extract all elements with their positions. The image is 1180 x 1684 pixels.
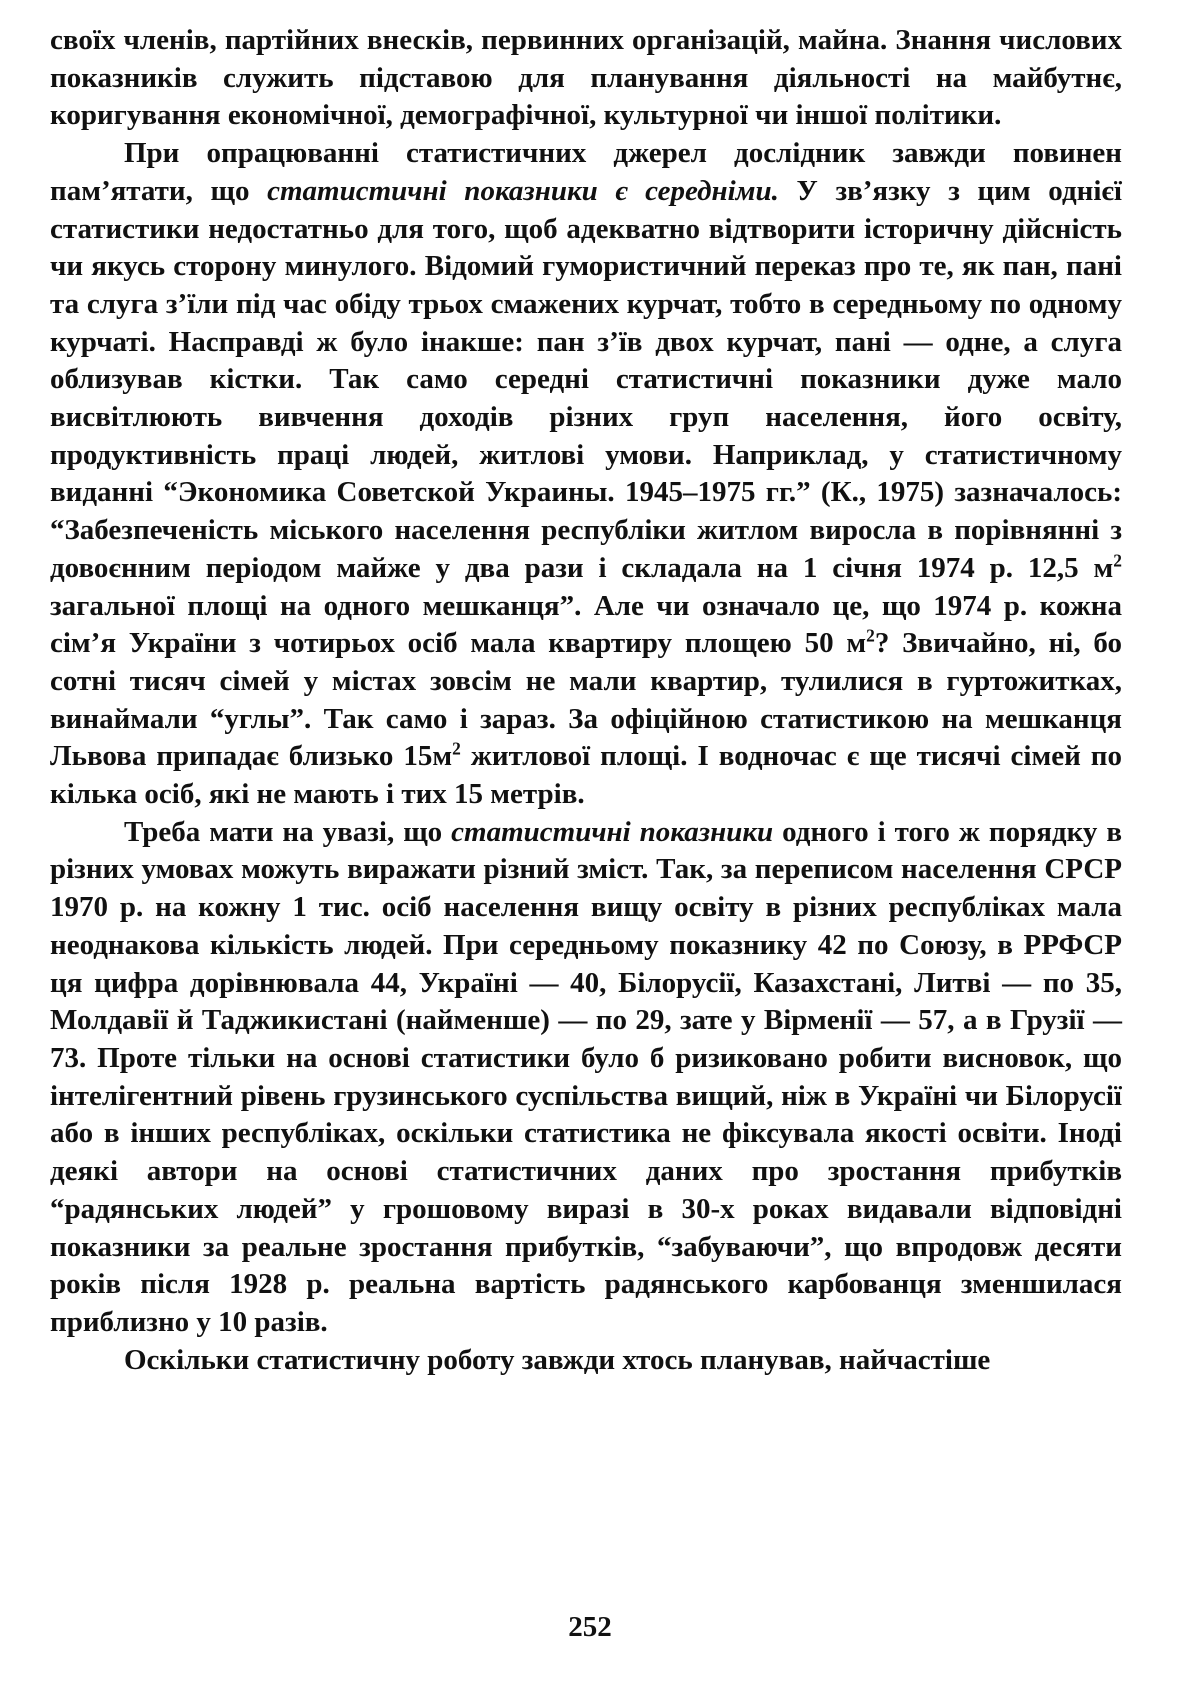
paragraph-3-part-2: одного і того ж порядку в різних умовах можуть виражати різний зміст. Так, за переписом населення СРСР 1970 р. на кожну 1 тис. осіб населення вищу освіту в різних республіках мала неоднакова кількість людей. При середньому показнику 42 по Союзу, в РРФСР ця цифра дорівнювала 44, Україні — 40, Білорусії, Казахстані, Литві — по 35, Молдавії й Таджикистані (найменше) — по 29, зате у Вірменії — 57, а в Грузії — 73. Проте тільки на основі статистики було б ризиковано робити висновок, що інтелігентний рівень грузинського суспільства вищий, ніж в Україні чи Білорусії або в інших республіках, оскільки статистика не фіксувала якості освіти. Іноді деякі автори на основі статистичних даних про зростання прибутків “радянських людей” у грошовому виразі в 30-х роках видавали відповідні показники за реальне зростання прибутків, “забуваючи”, що впродовж десяти років після 1928 р. реальна вартість радянського карбованця зменшилася приблизно у 10 разів. (50, 815, 1123, 1338)
paragraph-2-emphasis: статистичні показники є середніми. (267, 174, 779, 207)
paragraph-3 (50, 814, 1122, 1342)
superscript-square-3: 2 (452, 738, 461, 759)
paragraph-2-part-3: загальної площі на одного мешканця”. Але чи означало це, що 1974 р. кожна сім’я України з чотирьох осіб мала квартиру площею 50 м (50, 589, 1122, 660)
paragraph-2 (50, 135, 1122, 814)
paragraph-2-part-2: У зв’язку з цим однієї статистики недостатньо для того, щоб адекватно відтворити історичну дійсність чи якусь сторону минулого. Відомий гумористичний переказ про те, як пан, пані та слуга з’їли під час обіду трьох смажених курчат, тобто в середньому по одному курчаті. Насправді ж було інакше: пан з’їв двох курчат, пані — одне, а слуга облизував кістки. Так само середні статистичні показники дуже мало висвітлюють вивчення доходів різних груп населення, його освіту, продуктивність праці людей, житлові умови. Наприклад, у статистичному виданні “Экономика Советской Украины. 1945–1975 гг.” (К., 1975) зазначалось: “Забезпеченість міського населення республіки житлом виросла в порівнянні з довоєнним періодом майже у два рази і складала на 1 січня 1974 р. 12,5 м (50, 174, 1122, 584)
paragraph-2-part-4: ? Звичайно, ні, бо сотні тисяч сімей у містах зовсім не мали квартир, тулилися в гуртожитках, винаймали “углы”. Так само і зараз. За офіційною статистикою на мешканця Львова припадає близько 15м (50, 627, 1122, 773)
paragraph-4 (50, 1342, 1122, 1380)
page-number: 252 (568, 1611, 612, 1643)
paragraph-2-part-5: житлової площі. І водночас є ще тисячі сімей по кілька осіб, які не мають і тих 15 метрів. (50, 740, 1122, 811)
superscript-square-1: 2 (1113, 550, 1122, 571)
paragraph-1-text: своїх членів, партійних внесків, первинних організацій, майна. Знання числових показників служить підставою для планування діяльності на майбутнє, коригування економічної, демографічної, культурної чи іншої політики. (50, 24, 1122, 132)
paragraph-3-part-1: Треба мати на увазі, що (124, 815, 452, 848)
superscript-square-2: 2 (866, 625, 875, 646)
paragraph-2-part-1: При опрацюванні статистичних джерел дослідник завжди повинен пам’ятати, що (50, 137, 1122, 207)
paragraph-1 (50, 22, 1122, 135)
paragraph-3-emphasis: статистичні показники (451, 815, 774, 848)
paragraph-4-text: Оскільки статистичну роботу завжди хтось планував, найчастіше (124, 1343, 991, 1376)
body-text (50, 22, 1122, 1379)
